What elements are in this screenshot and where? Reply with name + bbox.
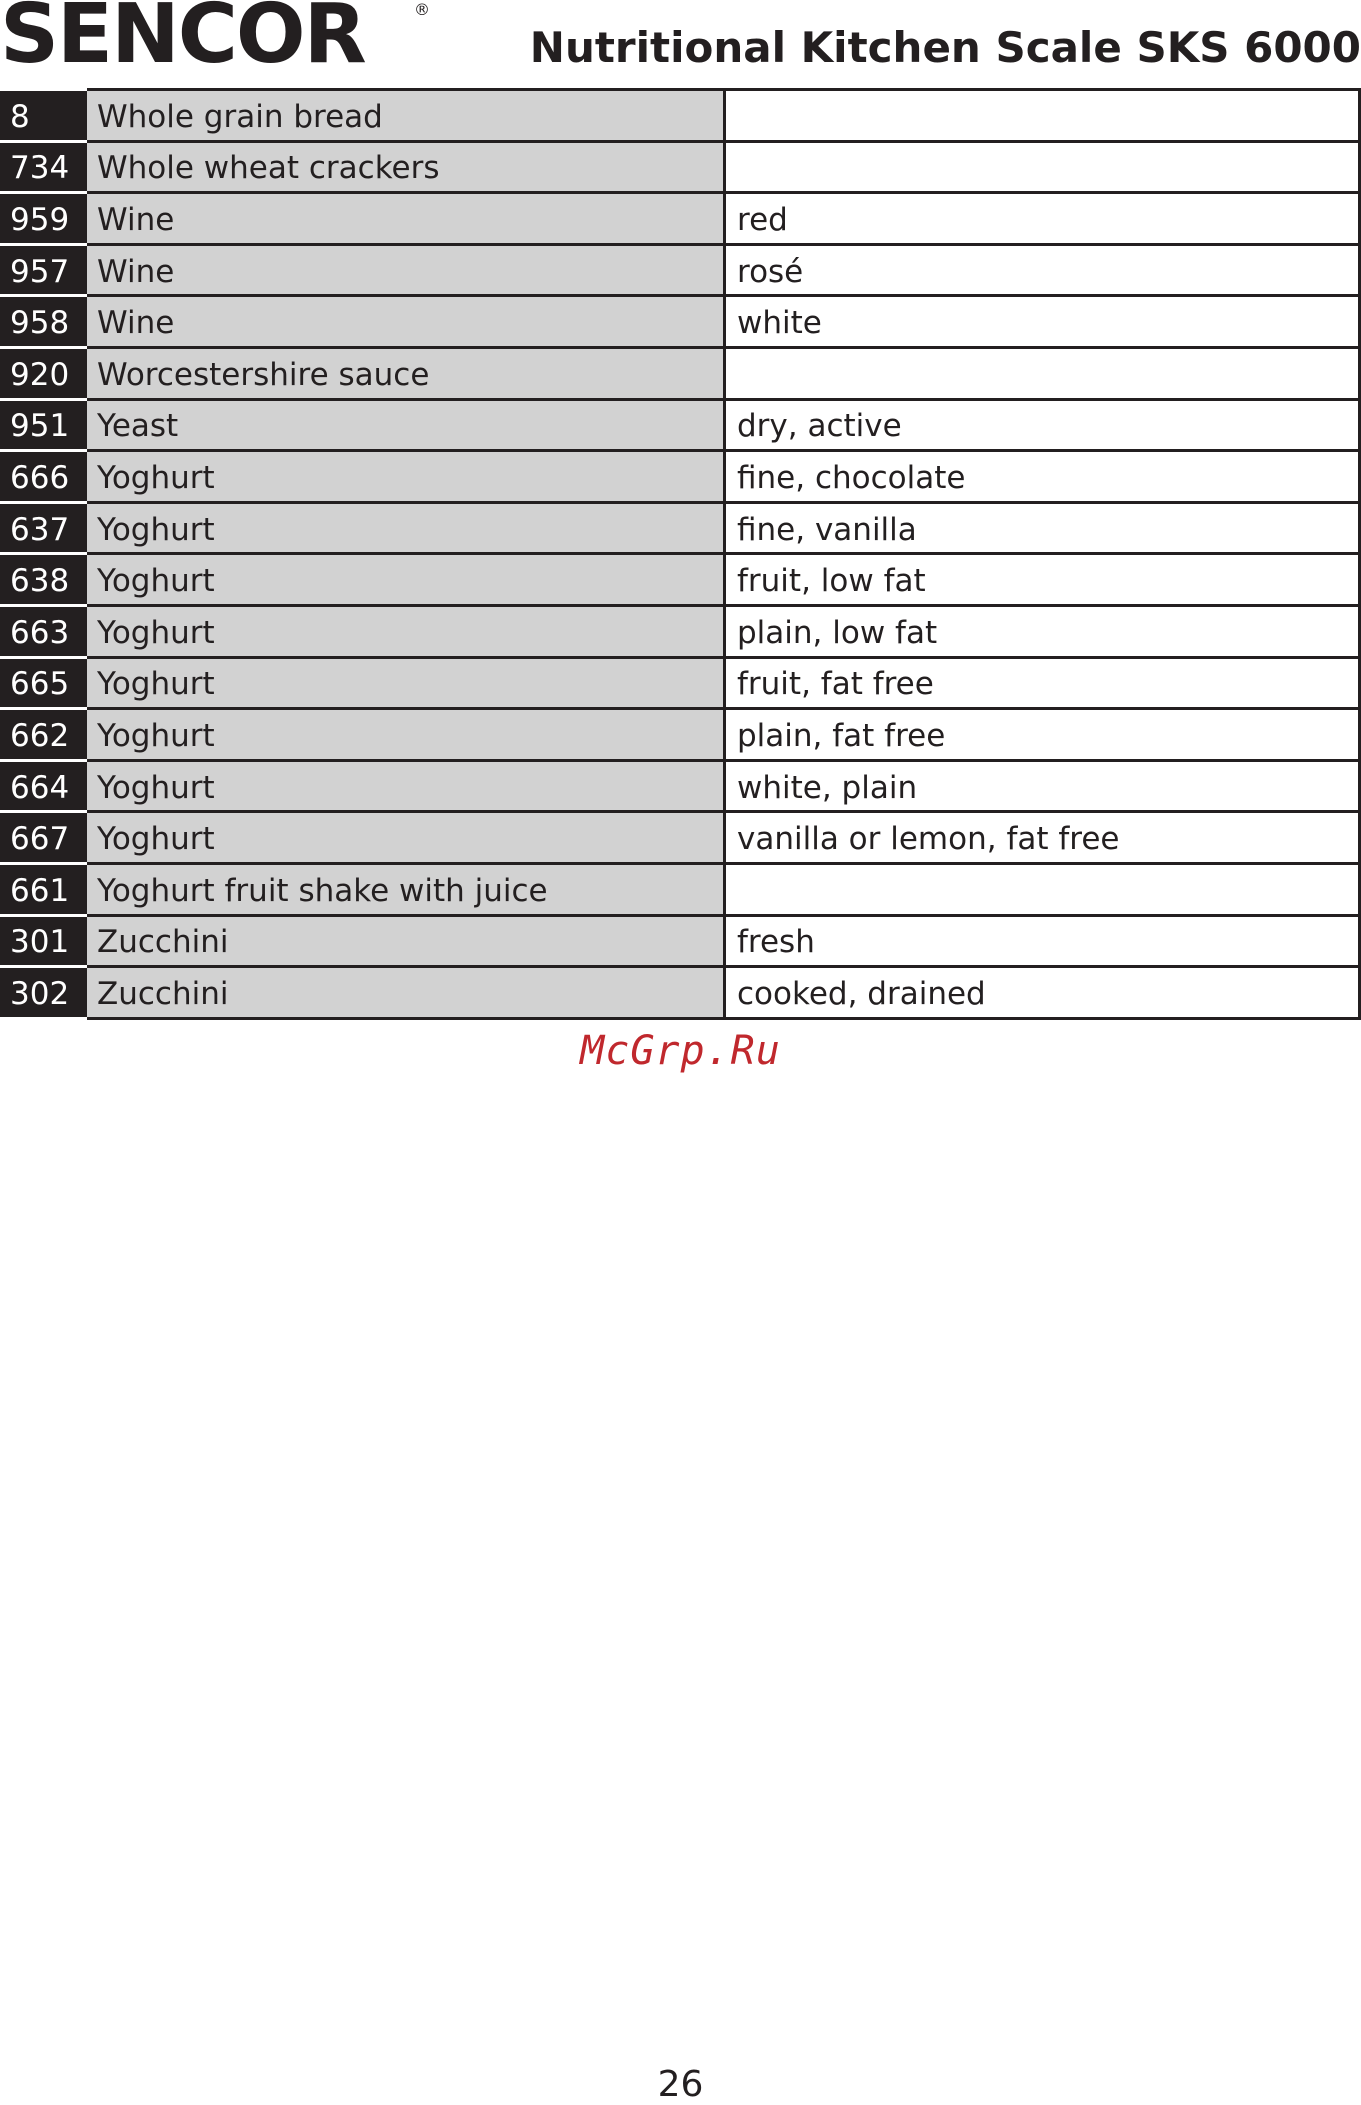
- watermark[interactable]: McGrp.Ru: [580, 1028, 781, 1074]
- food-code-cell: 666: [0, 451, 86, 503]
- table-row: [0, 502, 1360, 554]
- table-row: [0, 244, 1360, 296]
- food-description-cell: fresh: [725, 915, 1360, 967]
- food-name-cell: Zucchini: [86, 967, 725, 1019]
- table-row: [0, 709, 1360, 761]
- food-description-cell: rosé: [725, 244, 1360, 296]
- registered-mark: ®: [414, 0, 430, 19]
- table-body: [0, 90, 1360, 1019]
- food-description-cell: fruit, fat free: [725, 657, 1360, 709]
- table-row: [0, 967, 1360, 1019]
- table-row: [0, 399, 1360, 451]
- document-title: Nutritional Kitchen Scale SKS 6000: [529, 23, 1361, 72]
- food-name-cell: Worcestershire sauce: [86, 347, 725, 399]
- food-description-cell: vanilla or lemon, fat free: [725, 812, 1360, 864]
- food-code-cell: 661: [0, 863, 86, 915]
- food-description-cell: fruit, low fat: [725, 554, 1360, 606]
- food-code-cell: 957: [0, 244, 86, 296]
- food-code-table: [0, 88, 1361, 1020]
- food-name-cell: Yoghurt: [86, 760, 725, 812]
- food-name-cell: Whole grain bread: [86, 90, 725, 142]
- food-code-cell: 958: [0, 296, 86, 348]
- food-name-cell: Yoghurt: [86, 605, 725, 657]
- food-name-cell: Zucchini: [86, 915, 725, 967]
- food-name-cell: Wine: [86, 244, 725, 296]
- page-number: 26: [657, 2064, 704, 2105]
- food-name-cell: Yoghurt: [86, 709, 725, 761]
- food-description-cell: [725, 90, 1360, 142]
- food-code-cell: 734: [0, 141, 86, 193]
- food-code-cell: 638: [0, 554, 86, 606]
- food-code-cell: 951: [0, 399, 86, 451]
- food-description-cell: [725, 863, 1360, 915]
- food-name-cell: Yoghurt: [86, 657, 725, 709]
- food-description-cell: cooked, drained: [725, 967, 1360, 1019]
- table-row: [0, 605, 1360, 657]
- food-code-cell: 302: [0, 967, 86, 1019]
- food-description-cell: fine, chocolate: [725, 451, 1360, 503]
- brand-logo: SENCOR: [0, 0, 365, 82]
- table-row: [0, 554, 1360, 606]
- table-row: [0, 451, 1360, 503]
- food-description-cell: white: [725, 296, 1360, 348]
- table-row: [0, 812, 1360, 864]
- food-code-cell: 665: [0, 657, 86, 709]
- food-code-cell: 8: [0, 90, 86, 142]
- table-row: [0, 657, 1360, 709]
- food-name-cell: Wine: [86, 296, 725, 348]
- table-row: [0, 863, 1360, 915]
- food-name-cell: Yoghurt: [86, 554, 725, 606]
- table-row: [0, 760, 1360, 812]
- table-row: [0, 347, 1360, 399]
- food-description-cell: [725, 347, 1360, 399]
- food-name-cell: Yoghurt fruit shake with juice: [86, 863, 725, 915]
- food-name-cell: Yeast: [86, 399, 725, 451]
- food-description-cell: red: [725, 193, 1360, 245]
- food-description-cell: plain, fat free: [725, 709, 1360, 761]
- food-code-cell: 959: [0, 193, 86, 245]
- food-code-cell: 301: [0, 915, 86, 967]
- food-description-cell: fine, vanilla: [725, 502, 1360, 554]
- food-description-cell: dry, active: [725, 399, 1360, 451]
- table-row: [0, 90, 1360, 142]
- food-code-cell: 663: [0, 605, 86, 657]
- food-description-cell: white, plain: [725, 760, 1360, 812]
- food-code-cell: 920: [0, 347, 86, 399]
- food-name-cell: Yoghurt: [86, 502, 725, 554]
- table-row: [0, 296, 1360, 348]
- food-code-cell: 637: [0, 502, 86, 554]
- food-description-cell: plain, low fat: [725, 605, 1360, 657]
- food-name-cell: Yoghurt: [86, 451, 725, 503]
- food-code-cell: 667: [0, 812, 86, 864]
- table-row: [0, 193, 1360, 245]
- table-row: [0, 915, 1360, 967]
- food-description-cell: [725, 141, 1360, 193]
- food-code-cell: 664: [0, 760, 86, 812]
- food-name-cell: Whole wheat crackers: [86, 141, 725, 193]
- food-name-cell: Wine: [86, 193, 725, 245]
- table-row: [0, 141, 1360, 193]
- food-code-cell: 662: [0, 709, 86, 761]
- food-name-cell: Yoghurt: [86, 812, 725, 864]
